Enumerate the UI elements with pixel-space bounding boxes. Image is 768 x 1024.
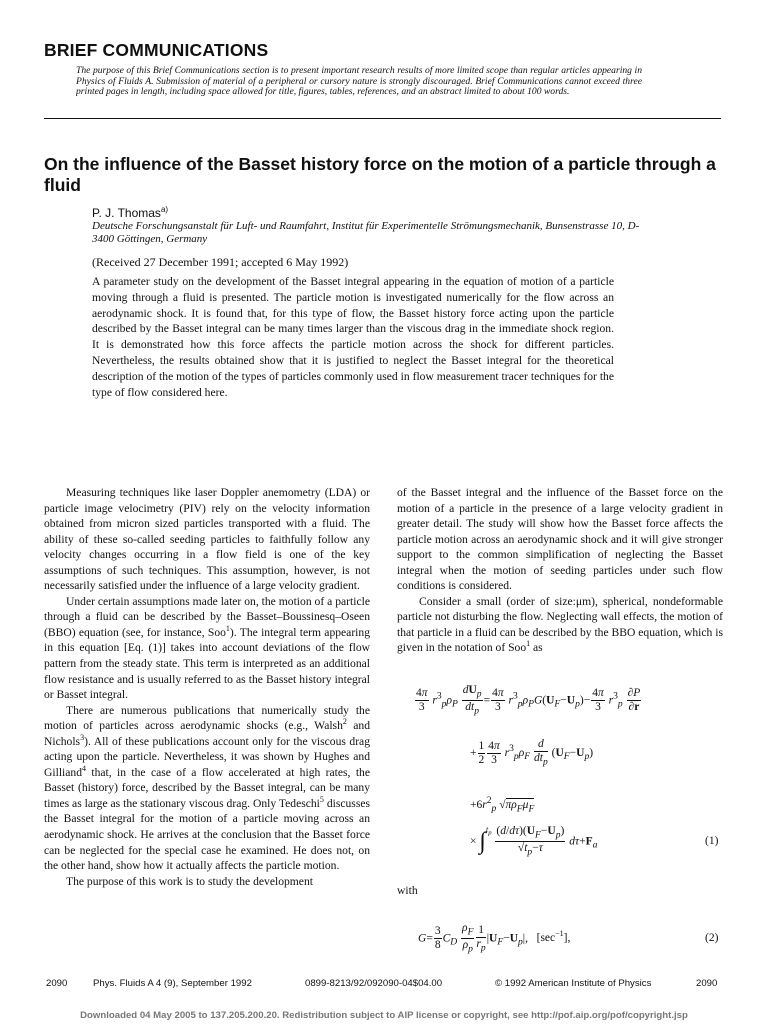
abstract: A parameter study on the development of the Basset integral appearing in the equation of motion of a particle moving through a fluid is presented. The particle motion is investigated numerically for the flow across an aerodynamic shock. It is found that, for this type of flow, the Basset history force acting upon the particle described by the Basset integral can be many times larger than the viscous drag in the immediate shock region. It is demonstrated how this force affects the particle motion across the shock for different particles. Nevertheless, the results obtained show that it is justified to neglect the Basset integral for the theoretical description of the motion of the types of particles commonly used in flow measurement tracer techniques for the type of flow considered here. [92, 275, 614, 399]
paragraph: Consider a small (order of size:μm), spherical, nondeformable particle not disturbing the flow. Neglecting wall effects, the motion of that particle in a fluid can be described by the BBO equation, which is given in the notation of Soo$^1$ as [397, 594, 723, 655]
journal-citation: Phys. Fluids A 4 (9), September 1992 [93, 978, 252, 989]
paragraph: of the Basset integral and the influence of the Basset force on the motion of a particle in the presence of a large velocity gradient in greater detail. The study will show how the Basset force affects the particle motion across an aerodynamic shock and it will give stronger support to the common simplification of neglecting the Basset integral when the motion of seeding particles under such flow conditions is considered. [397, 486, 723, 593]
reference-marker: 3 [80, 732, 85, 742]
page-number-right: 2090 [696, 978, 718, 989]
reference-marker: 1 [225, 624, 230, 634]
download-notice: Downloaded 04 May 2005 to 137.205.200.20. Redistribution subject to AIP license or copyright, see http://pof.aip.org/pof/copyright.jsp [80, 1010, 688, 1021]
top-rule [44, 118, 721, 119]
page-number-left: 2090 [46, 978, 68, 989]
equation-number: (1) [705, 835, 719, 847]
equation-1-line-2: + $\frac{1}{2}$ $\frac{4\pi}{3}$ $r^3_p\rho_F$ $\frac{d}{dt_p}$ $(U_F-U_p)$ [470, 738, 594, 768]
reference-marker: 4 [82, 763, 86, 773]
author [92, 205, 168, 220]
equation-2-unit: $[\sec^{-1}]$, [536, 929, 571, 945]
section-note: The purpose of this Brief Communications section is to present important research results of more limited scope than regular articles appearing in Physics of Fluids A. Submission of material of a peripheral or cursory nature is strongly discouraged. Brief Communications cannot exceed three printed pages in length, including space allowed for title, figures, tables, references, and an abstract limited to about 100 words. [76, 66, 642, 98]
equation-1-line-3: $+6r^2_p$ $√\pi\rho_F\mu_F$ [470, 795, 535, 815]
reference-marker: 1 [526, 639, 531, 649]
equation-1-line-1: $\frac{4\pi}{3}$ $r^3_p\rho_P$ $\frac{dU_p}{dt_p}$ = $\frac{4\pi}{3}$ $r^3_p\rho_PG(U_F-U_p)-$ $\frac{4\pi}{3}$ $r^3_p$ $\frac{\partial P}{\partial r}$ [416, 684, 641, 717]
copyright: © 1992 American Institute of Physics [495, 978, 652, 989]
received-dates: (Received 27 December 1991; accepted 6 May 1992) [92, 255, 349, 269]
affiliation: Deutsche Forschungsanstalt für Luft- und Raumfahrt, Institut für Experimentelle Strömungsmechanik, Bunsenstrasse 10, D-3400 Göttingen, Germany [92, 220, 640, 246]
paragraph: The purpose of this work is to study the development [66, 874, 313, 888]
paragraph: Under certain assumptions made later on, the motion of a particle through a fluid can be described by the Basset–Boussinesq–Oseen (BBO) equation (see, for instance, Soo$^1$). The integral term appearing in this equation [Eq. (1)] takes into account deviations of the flow pattern from the steady state. This term is interpreted as an additional flow resistance and is usually referred to as the Basset history integral or Basset integral. [44, 594, 371, 702]
reference-marker: 5 [319, 795, 324, 805]
section-title: BRIEF COMMUNICATIONS [44, 40, 269, 60]
with-word: with [397, 884, 418, 897]
paper-title: On the influence of the Basset history force on the motion of a particle through a fluid [44, 154, 716, 195]
author-note: a) [160, 205, 169, 214]
body-column-left [44, 485, 370, 889]
article-code: 0899-8213/92/092090-04$04.00 [305, 978, 443, 989]
body-column-right [397, 485, 723, 656]
author-name: P. J. Thomas [92, 206, 161, 220]
reference-marker: 2 [342, 717, 347, 727]
equation-1-line-4: × ∫$^{t_p}$ $\frac{(d/d\tau)(U_F-U_p)}{√t_p-\tau}$ $d\tau+F_a$ [470, 825, 598, 858]
paragraph: There are numerous publications that numerically study the motion of particles across aerodynamic shocks (e.g., Walsh$^2$ and Nichols$^3$). All of these publications account only for the viscous drag acting upon the particle. Nevertheless, it was shown by Hughes and Gilliand$^4$ that, in the case of a flow accelerated at high rates, the Basset (history) force, described by the Basset integral, can be many times as large as the stationary viscous drag. Only Tedeschi$^5$ discusses the Basset integral for the motion of a particle moving across an aerodynamic shock. He arrives at the conclusion that the Basset force can be neglected for the special case he examined. He does not, on the other hand, show how it actually affects the particle motion. [44, 703, 371, 873]
equation-2: G= $\frac{3}{8}$ $C_D$ $\frac{\rho_F}{\rho_p}$ $\frac{1}{r_p}$ $|U_F-U_p|$, $[\sec^{-1}]$, [418, 922, 571, 955]
paragraph: Measuring techniques like laser Doppler anemometry (LDA) or particle image velocimetry (PIV) rely on the velocity information obtained from micron sized particles transported with a fluid. The ability of these so-called seeding particles to faithfully follow any velocity changes occurring in a flow field is one of the key assumptions of such techniques. This assumption, however, is not necessarily satisfied under the influence of a large velocity gradient. [44, 486, 370, 593]
equation-number: (2) [705, 932, 719, 944]
